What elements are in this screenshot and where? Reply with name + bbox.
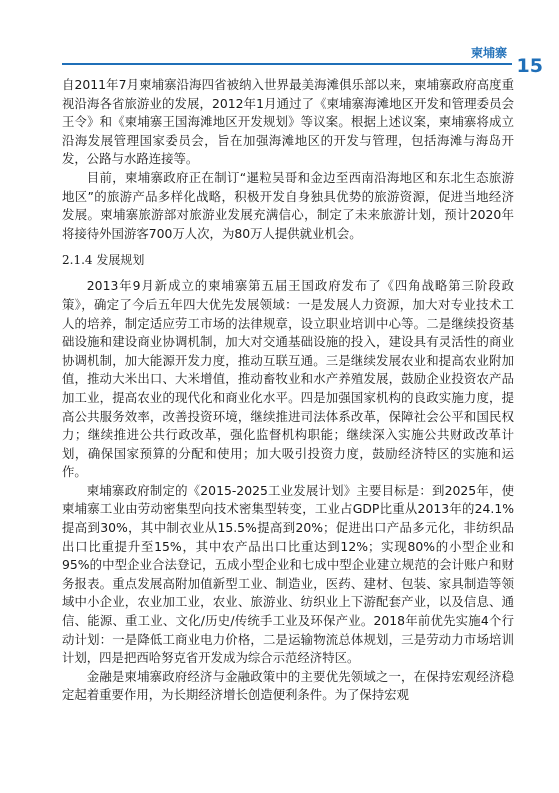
page-number: 15 (516, 55, 543, 77)
section-heading: 2.1.4 发展规划 (62, 253, 145, 268)
paragraph-tourism-strategy: 目前，柬埔寨政府正在制订“暹粒吴哥和金边至西南沿海地区和东北生态旅游地区”的旅游产品多样化战略，积极开发自身独具优势的旅游资源，促进当地经济发展。柬埔寨旅游部对旅游业发展充满信心，制定了未来旅游计划，预计2020年将接待外国游客700万人次，为80万人提供就业机会。 (62, 169, 514, 241)
header-title: 柬埔寨 (470, 46, 507, 60)
page-header (0, 0, 559, 80)
header-rule (62, 63, 512, 65)
paragraph-beach-clubs: 自2011年7月柬埔寨沿海四省被纳入世界最美海滩俱乐部以来，柬埔寨政府高度重视沿海各省旅游业的发展，2012年1月通过了《柬埔寨海滩地区开发和管理委员会王令》和《柬埔寨王国海滩地区开发规划》等议案。根据上述议案，柬埔寨将成立沿海发展管理国家委员会，旨在加强海滩地区的开发与管理，包括海滩与海岛开发，公路与水路连接等。 (62, 77, 514, 167)
paragraph-industrial-plan: 柬埔寨政府制定的《2015-2025工业发展计划》主要目标是：到2025年，使柬埔寨工业由劳动密集型向技术密集型转变，工业占GDP比重从2013年的24.1%提高到30%，其中制衣业从15.5%提高到20%；促进出口产品多元化，非纺织品出口比重提升至15%，其中农产品出口比重达到12%；实现80%的小型企业和95%的中型企业合法登记，五成小型企业和七成中型企业建立规范的会计账户和财务报表。重点发展高附加值新型工业、制造业，医药、建材、包装、家具制造等领域中小企业，农业加工业，农业、旅游业、纺织业上下游配套产业，以及信息、通信、能源、重工业、文化/历史/传统手工业及环保产业。2018年前优先实施4个行动计划：一是降低工商业电力价格，二是运输物流总体规划，三是劳动力市场培训计划，四是把西哈努克省开发成为综合示范经济特区。 (62, 482, 514, 666)
paragraph-rectangular-strategy: 2013年9月新成立的柬埔寨第五届王国政府发布了《四角战略第三阶段政策》，确定了今后五年四大优先发展领域：一是发展人力资源，加大对专业技术工人的培养，制定适应劳工市场的法律规章，设立职业培训中心等。二是继续投资基础设施和建设商业协调机制，加大对交通基础设施的投入，建设具有灵活性的商业协调机制，加大能源开发力度，推动互联互通。三是继续发展农业和提高农业附加值，推动大米出口、大米增值，推动畜牧业和水产养殖发展，鼓励企业投资农产品加工业，提高农业的现代化和商业化水平。四是加强国家机构的良政实施力度，提高公共服务效率，改善投资环境，继续推进司法体系改革，保障社会公平和国民权力；继续推进公共行政改革，强化监督机构职能；继续深入实施公共财政改革计划，确保国家预算的分配和使用；加大吸引投资力度，鼓励经济特区的实施和运作。 (62, 278, 514, 480)
paragraph-finance: 金融是柬埔寨政府经济与金融政策中的主要优先领域之一，在保持宏观经济稳定起着重要作用，为长期经济增长创造便利条件。为了保持宏观 (62, 668, 514, 703)
body-text (62, 76, 514, 705)
